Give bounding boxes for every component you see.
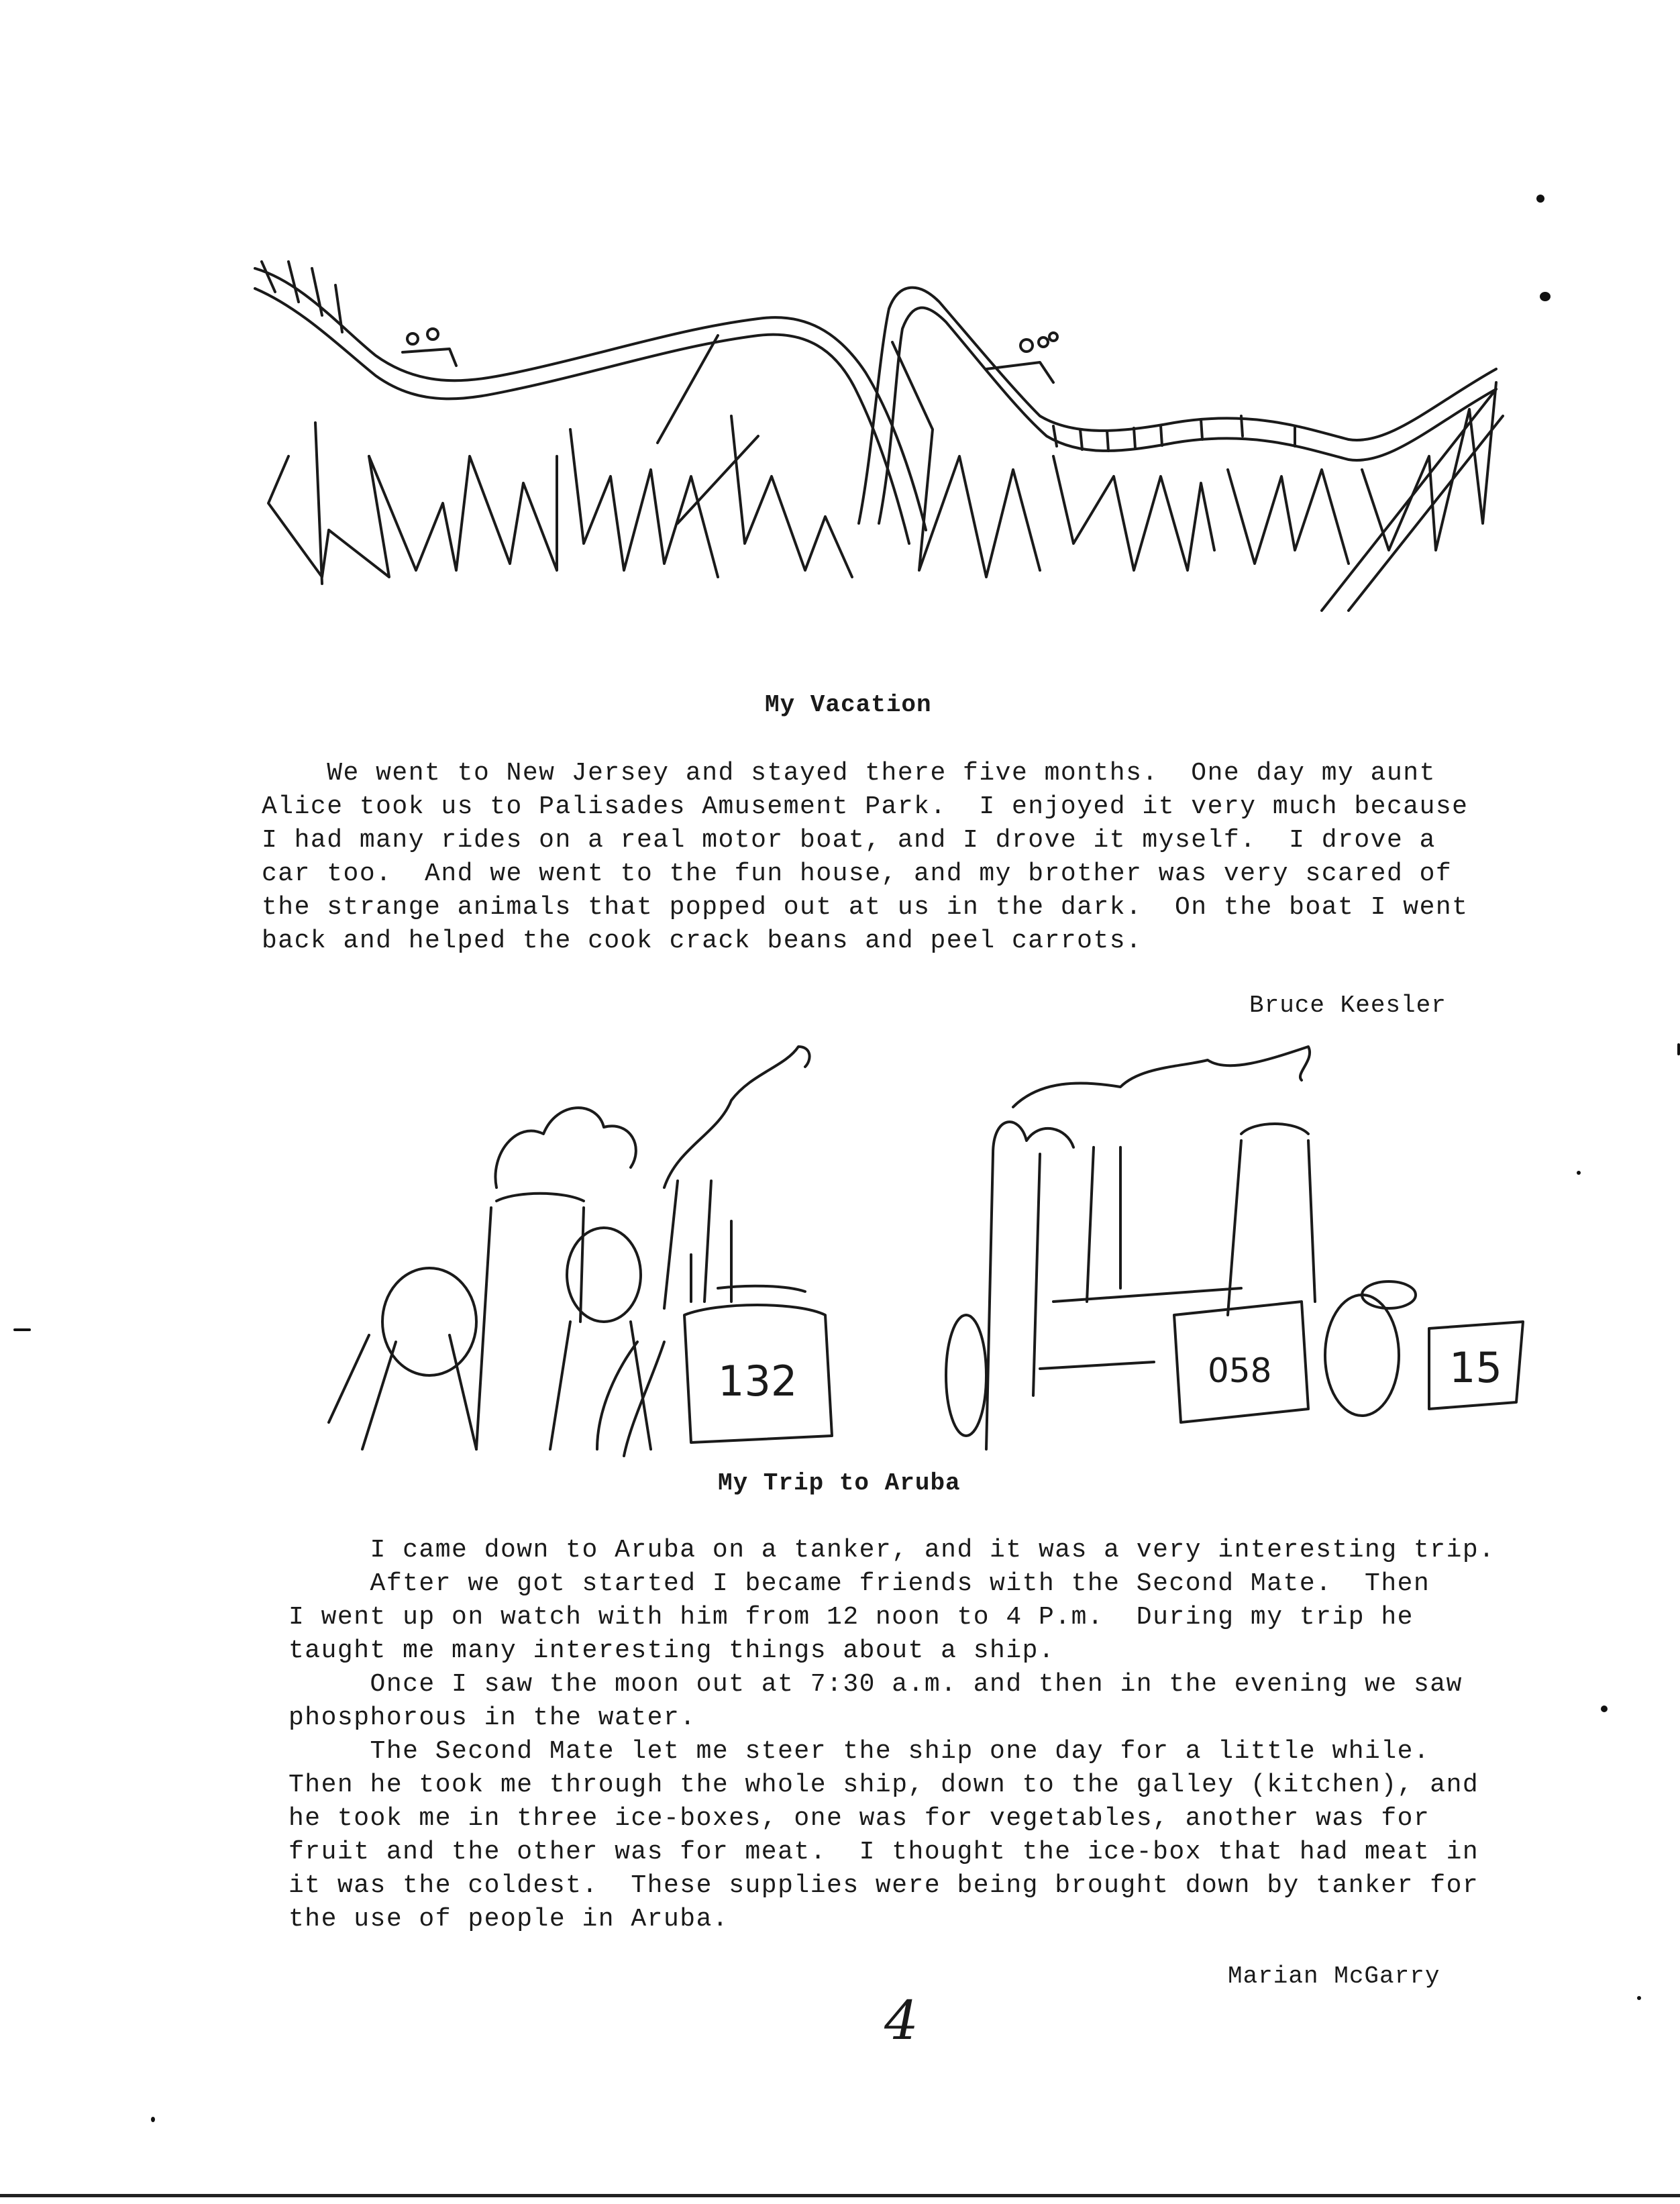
story-body — [288, 1534, 1495, 1936]
story-line: back and helped the cook crack beans and peel carrots. — [262, 927, 1143, 955]
refinery-drawing — [315, 1020, 1523, 1476]
story-line: car too. And we went to the fun house, and my brother was very scared of — [262, 859, 1453, 888]
story-title: My Vacation — [765, 691, 932, 719]
tank-label: 15 — [1449, 1343, 1502, 1392]
story-line: Once I saw the moon out at 7:30 a.m. and then in the evening we saw — [288, 1670, 1463, 1699]
story-line: I came down to Aruba on a tanker, and it was a very interesting trip. — [288, 1536, 1495, 1565]
story-line: I had many rides on a real motor boat, and I drove it myself. I drove a — [262, 826, 1436, 855]
story-line: it was the coldest. These supplies were being brought down by tanker for — [288, 1871, 1479, 1900]
story-body — [262, 757, 1468, 958]
story-line: The Second Mate let me steer the ship one day for a little while. — [288, 1737, 1430, 1766]
story-author: Marian McGarry — [1228, 1962, 1440, 1990]
story-line: We went to New Jersey and stayed there five months. One day my aunt — [262, 759, 1436, 788]
story-line: Then he took me through the whole ship, down to the galley (kitchen), and — [288, 1771, 1479, 1799]
story-line: After we got started I became friends with the Second Mate. Then — [288, 1569, 1430, 1598]
story-line: he took me in three ice-boxes, one was for vegetables, another was for — [288, 1804, 1430, 1833]
story-author: Bruce Keesler — [1249, 992, 1447, 1019]
roller-coaster-drawing — [248, 255, 1523, 644]
story-line: phosphorous in the water. — [288, 1703, 696, 1732]
tank-label: 132 — [718, 1357, 798, 1406]
story-line: taught me many interesting things about a ship. — [288, 1636, 1055, 1665]
story-line: I went up on watch with him from 12 noon to 4 P.m. During my trip he — [288, 1603, 1414, 1632]
story-line: fruit and the other was for meat. I thought the ice-box that had meat in — [288, 1838, 1479, 1867]
page-number: 4 — [884, 1989, 918, 2052]
story-title: My Trip to Aruba — [718, 1469, 961, 1497]
tank-label: 058 — [1208, 1351, 1272, 1390]
story-line: the strange animals that popped out at us in the dark. On the boat I went — [262, 893, 1469, 922]
story-line: Alice took us to Palisades Amusement Park. I enjoyed it very much because — [262, 792, 1469, 821]
story-line: the use of people in Aruba. — [288, 1905, 729, 1934]
